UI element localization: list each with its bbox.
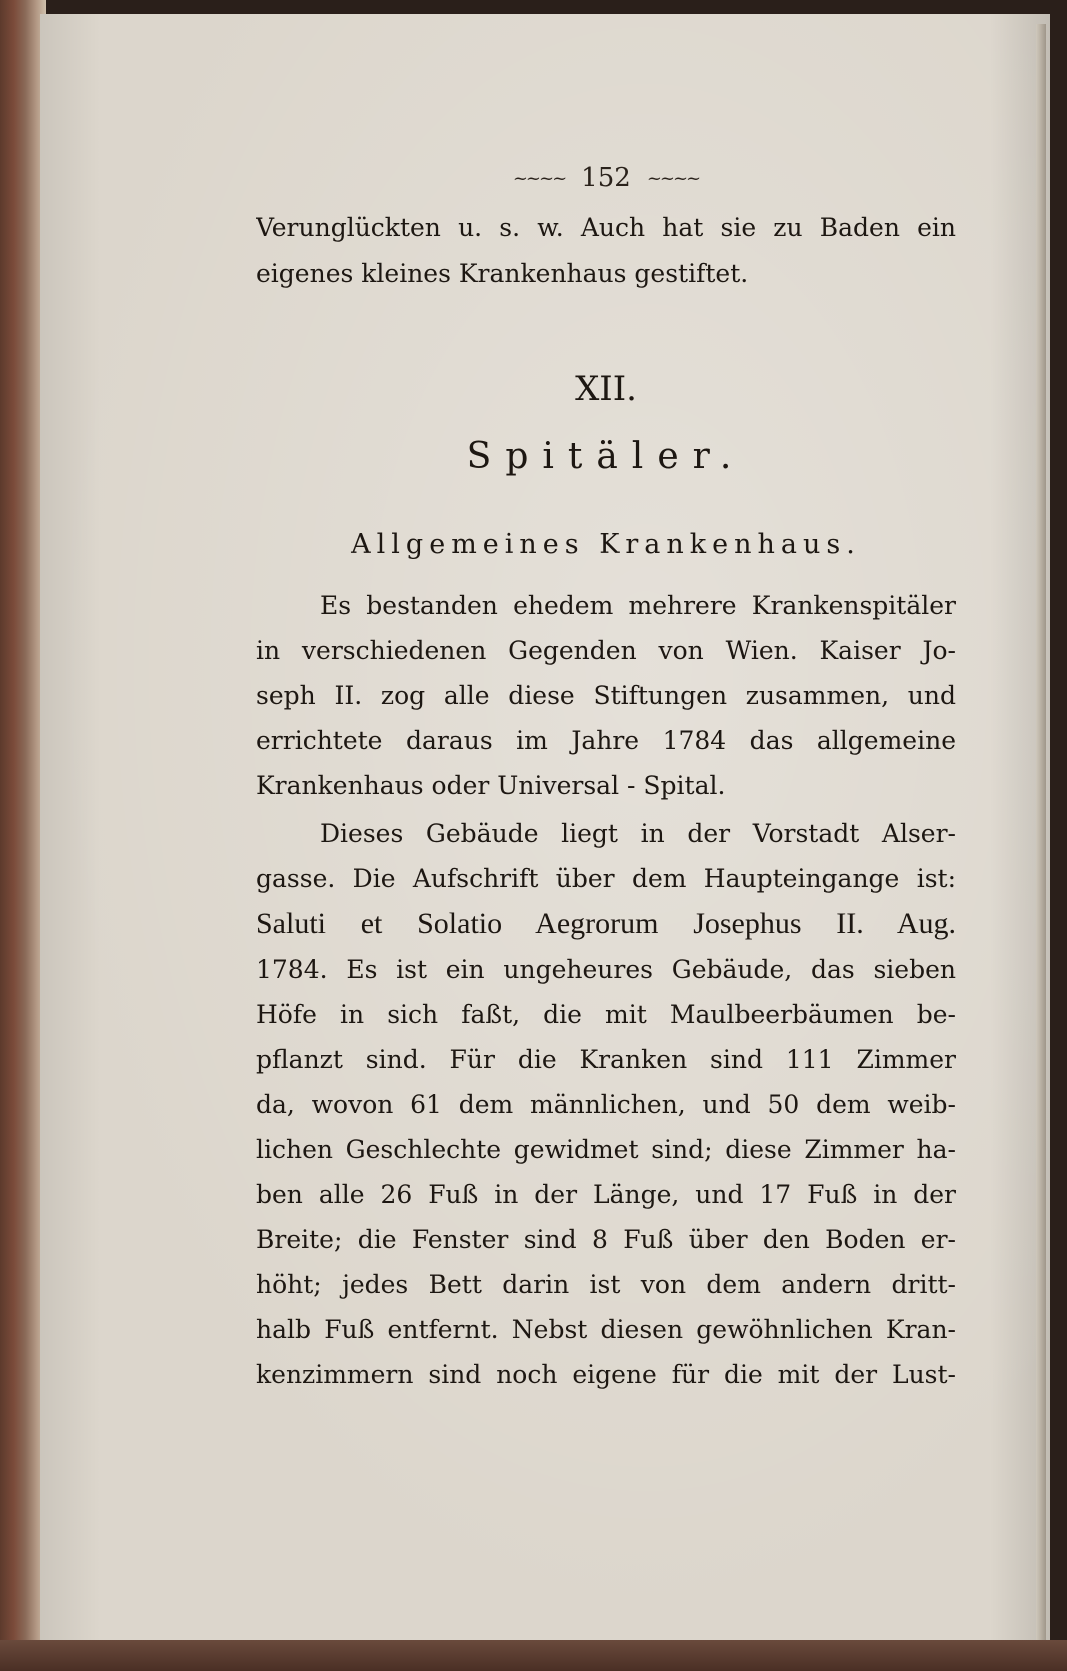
book-bottom-edge <box>0 1640 1067 1671</box>
paragraph-line: lichen Geschlechte gewidmet sind; diese Zimmer ha- <box>256 1135 956 1164</box>
carry-over-line: eigenes kleines Krankenhaus gestiftet. <box>256 259 749 288</box>
paragraph-line: pflanzt sind. Für die Kranken sind 111 Zimmer <box>256 1045 956 1074</box>
paragraph-line: 1784. Es ist ein ungeheures Gebäude, das sieben <box>256 955 956 984</box>
paragraph-line: Höfe in sich faßt, die mit Maulbeerbäumen be- <box>256 1000 956 1029</box>
paragraph-line: Es bestanden ehedem mehrere Krankenspitäler <box>320 591 956 620</box>
chapter-number: XII. <box>575 369 637 409</box>
paragraph-line: Breite; die Fenster sind 8 Fuß über den Boden er- <box>256 1225 956 1254</box>
paragraph-line: ben alle 26 Fuß in der Länge, und 17 Fuß in der <box>256 1180 956 1209</box>
paragraph-line: Saluti et Solatio Aegrorum Josephus II. Aug. <box>256 907 956 940</box>
paragraph-line: Krankenhaus oder Universal - Spital. <box>256 771 726 800</box>
paragraph-line: gasse. Die Aufschrift über dem Haupteingange ist: <box>256 864 956 893</box>
paragraph-line: errichtete daraus im Jahre 1784 das allgemeine <box>256 726 956 755</box>
section-title: Allgemeines Krankenhaus. <box>351 529 861 560</box>
chapter-title: Spitäler. <box>466 436 746 477</box>
page-header <box>486 158 726 198</box>
page-number: 152 <box>581 163 631 193</box>
page-edge-right <box>1036 24 1046 1644</box>
paragraph-line: in verschiedenen Gegenden von Wien. Kaiser Jo- <box>256 636 956 665</box>
paragraph-line: halb Fuß entfernt. Nebst diesen gewöhnlichen Kran- <box>256 1315 956 1344</box>
ornament-left: ~~~~ <box>512 167 566 189</box>
paragraph-line: da, wovon 61 dem männlichen, und 50 dem weib- <box>256 1090 956 1119</box>
paragraph-line: Dieses Gebäude liegt in der Vorstadt Alser- <box>320 819 956 848</box>
carry-over-line: Verunglückten u. s. w. Auch hat sie zu Baden ein <box>256 213 956 242</box>
paragraph-line: höht; jedes Bett darin ist von dem andern dritt- <box>256 1270 956 1299</box>
paragraph-line: seph II. zog alle diese Stiftungen zusammen, und <box>256 681 956 710</box>
paragraph-line: kenzimmern sind noch eigene für die mit der Lust- <box>256 1360 956 1389</box>
ornament-right: ~~~~ <box>646 167 700 189</box>
